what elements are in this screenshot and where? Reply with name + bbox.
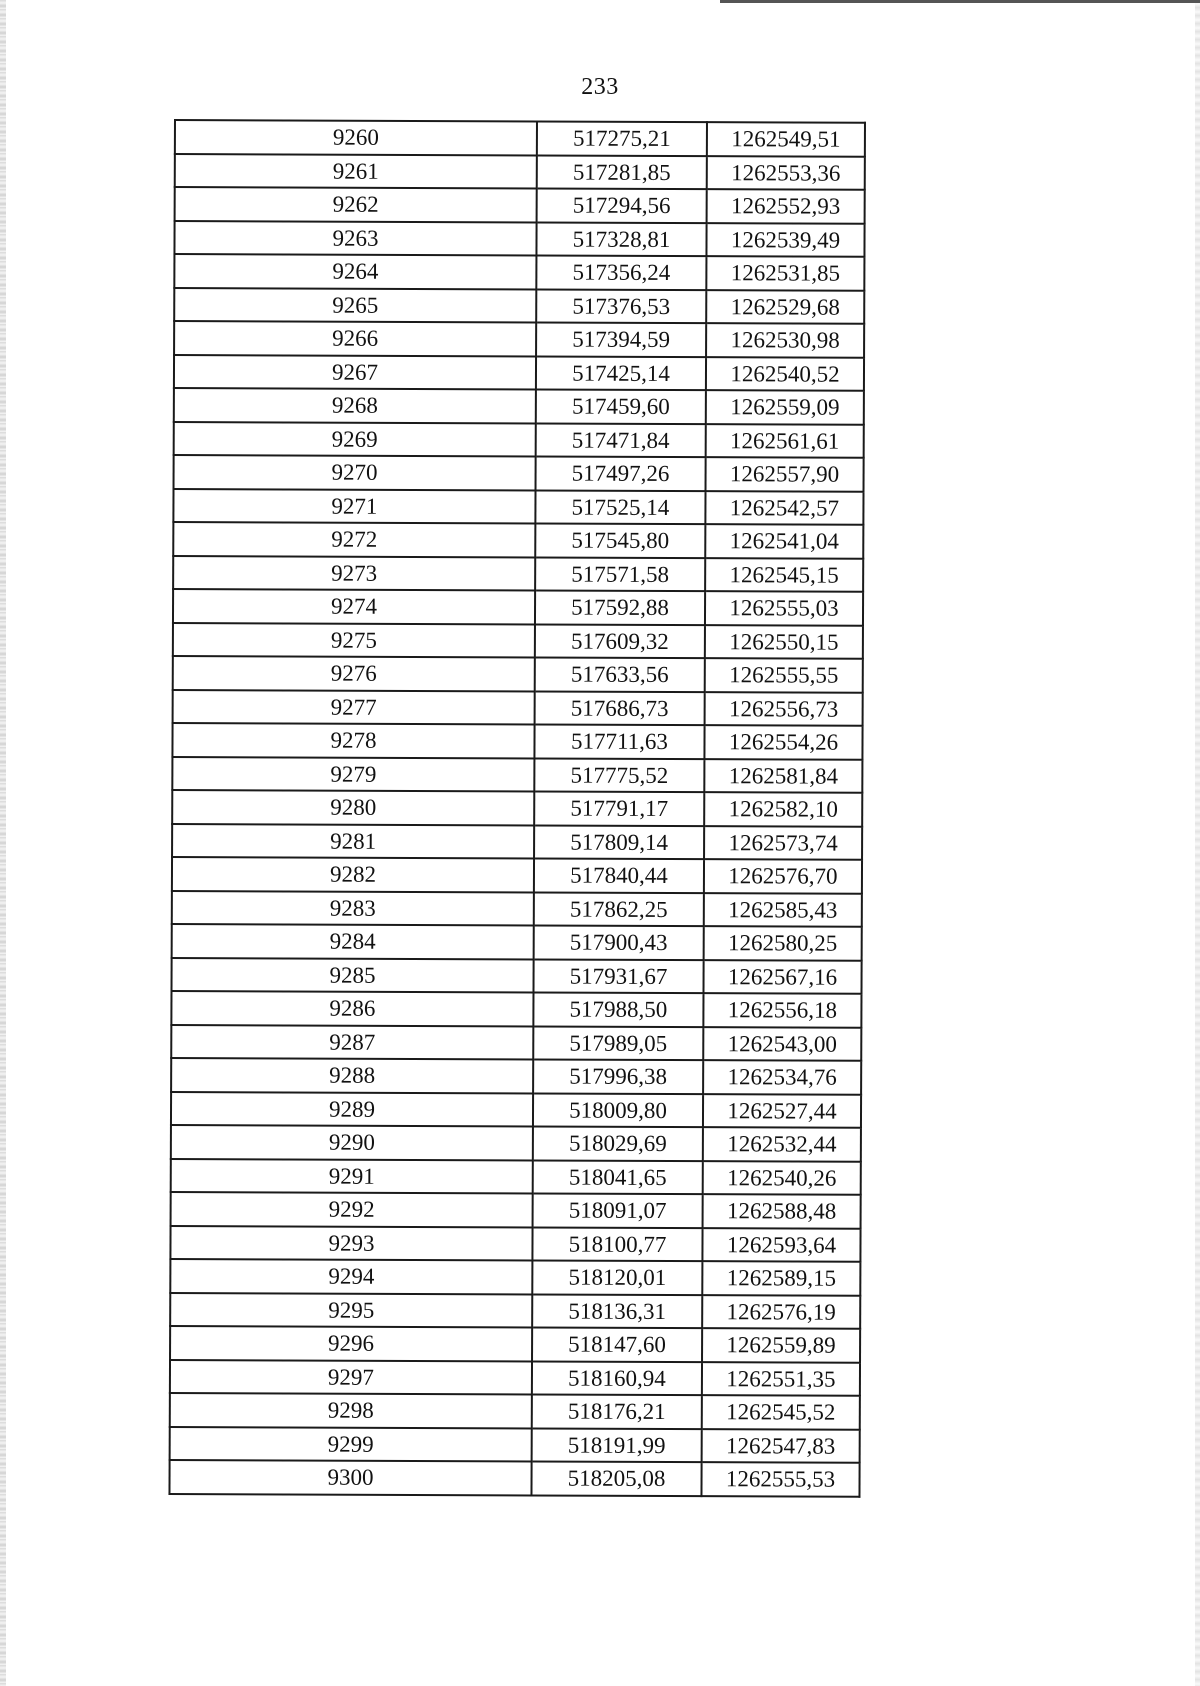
table-row xyxy=(170,1326,860,1362)
y-coordinate-cell: 1262581,84 xyxy=(704,759,862,793)
x-coordinate-cell: 518029,69 xyxy=(533,1126,703,1160)
x-coordinate-cell: 517989,05 xyxy=(533,1026,703,1060)
x-coordinate-cell: 517394,59 xyxy=(536,322,706,356)
table-row xyxy=(174,422,864,458)
table-row xyxy=(172,790,862,826)
y-coordinate-cell: 1262555,55 xyxy=(705,658,863,692)
table-row xyxy=(170,1225,860,1261)
table-row xyxy=(174,254,864,290)
point-number-cell: 9293 xyxy=(170,1225,532,1260)
point-number-cell: 9298 xyxy=(170,1393,532,1428)
point-number-cell: 9271 xyxy=(173,489,535,524)
y-coordinate-cell: 1262557,90 xyxy=(706,457,864,491)
x-coordinate-cell: 517791,17 xyxy=(534,791,704,825)
table-row xyxy=(175,120,865,156)
table-row xyxy=(173,622,863,658)
y-coordinate-cell: 1262588,48 xyxy=(703,1194,861,1228)
y-coordinate-cell: 1262556,73 xyxy=(705,692,863,726)
point-number-cell: 9275 xyxy=(173,622,535,657)
coordinates-table xyxy=(168,119,866,1497)
point-number-cell: 9269 xyxy=(174,422,536,457)
y-coordinate-cell: 1262554,26 xyxy=(704,725,862,759)
table-row xyxy=(172,924,862,960)
y-coordinate-cell: 1262530,98 xyxy=(706,323,864,357)
y-coordinate-cell: 1262545,15 xyxy=(705,558,863,592)
x-coordinate-cell: 517356,24 xyxy=(536,255,706,289)
table-row xyxy=(172,823,862,859)
x-coordinate-cell: 517294,56 xyxy=(537,188,707,222)
x-coordinate-cell: 517471,84 xyxy=(536,423,706,457)
point-number-cell: 9280 xyxy=(172,790,534,825)
x-coordinate-cell: 517571,58 xyxy=(535,557,705,591)
point-number-cell: 9285 xyxy=(171,957,533,992)
point-number-cell: 9268 xyxy=(174,388,536,423)
x-coordinate-cell: 517425,14 xyxy=(536,356,706,390)
y-coordinate-cell: 1262540,52 xyxy=(706,357,864,391)
y-coordinate-cell: 1262531,85 xyxy=(706,256,864,290)
y-coordinate-cell: 1262561,61 xyxy=(706,424,864,458)
x-coordinate-cell: 518160,94 xyxy=(532,1361,702,1395)
x-coordinate-cell: 517545,80 xyxy=(535,523,705,557)
table-row xyxy=(174,455,864,491)
table-row xyxy=(173,489,863,525)
table-row xyxy=(171,1125,861,1161)
point-number-cell: 9283 xyxy=(172,890,534,925)
y-coordinate-cell: 1262547,83 xyxy=(702,1429,860,1463)
point-number-cell: 9274 xyxy=(173,589,535,624)
x-coordinate-cell: 518100,77 xyxy=(532,1227,702,1261)
point-number-cell: 9266 xyxy=(174,321,536,356)
table-row xyxy=(171,1158,861,1194)
table-row xyxy=(170,1292,860,1328)
x-coordinate-cell: 518191,99 xyxy=(532,1428,702,1462)
y-coordinate-cell: 1262532,44 xyxy=(703,1127,861,1161)
point-number-cell: 9265 xyxy=(174,288,536,323)
point-number-cell: 9286 xyxy=(171,991,533,1026)
y-coordinate-cell: 1262576,19 xyxy=(702,1295,860,1329)
x-coordinate-cell: 518176,21 xyxy=(532,1394,702,1428)
y-coordinate-cell: 1262555,03 xyxy=(705,591,863,625)
point-number-cell: 9279 xyxy=(172,756,534,791)
x-coordinate-cell: 517592,88 xyxy=(535,590,705,624)
x-coordinate-cell: 517376,53 xyxy=(536,289,706,323)
x-coordinate-cell: 517840,44 xyxy=(534,858,704,892)
table-row xyxy=(172,756,862,792)
point-number-cell: 9296 xyxy=(170,1326,532,1361)
point-number-cell: 9263 xyxy=(174,221,536,256)
point-number-cell: 9262 xyxy=(175,187,537,222)
x-coordinate-cell: 517525,14 xyxy=(535,490,705,524)
point-number-cell: 9282 xyxy=(172,857,534,892)
y-coordinate-cell: 1262567,16 xyxy=(703,960,861,994)
x-coordinate-cell: 517497,26 xyxy=(536,456,706,490)
table-row xyxy=(170,1426,860,1462)
table-row xyxy=(173,556,863,592)
point-number-cell: 9300 xyxy=(169,1460,531,1495)
table-row xyxy=(174,388,864,424)
x-coordinate-cell: 518136,31 xyxy=(532,1294,702,1328)
x-coordinate-cell: 517459,60 xyxy=(536,389,706,423)
point-number-cell: 9295 xyxy=(170,1292,532,1327)
y-coordinate-cell: 1262555,53 xyxy=(701,1462,859,1496)
point-number-cell: 9272 xyxy=(173,522,535,557)
x-coordinate-cell: 517281,85 xyxy=(537,155,707,189)
table-row xyxy=(174,221,864,257)
point-number-cell: 9284 xyxy=(172,924,534,959)
y-coordinate-cell: 1262541,04 xyxy=(705,524,863,558)
table-row xyxy=(173,589,863,625)
y-coordinate-cell: 1262540,26 xyxy=(703,1161,861,1195)
y-coordinate-cell: 1262551,35 xyxy=(702,1362,860,1396)
x-coordinate-cell: 517996,38 xyxy=(533,1059,703,1093)
scan-top-line xyxy=(720,0,1200,3)
x-coordinate-cell: 517633,56 xyxy=(535,657,705,691)
y-coordinate-cell: 1262534,76 xyxy=(703,1060,861,1094)
table-row xyxy=(172,857,862,893)
table-row xyxy=(175,154,865,190)
table-row xyxy=(170,1393,860,1429)
x-coordinate-cell: 517809,14 xyxy=(534,825,704,859)
point-number-cell: 9277 xyxy=(173,689,535,724)
y-coordinate-cell: 1262529,68 xyxy=(706,290,864,324)
y-coordinate-cell: 1262545,52 xyxy=(702,1395,860,1429)
point-number-cell: 9278 xyxy=(172,723,534,758)
y-coordinate-cell: 1262593,64 xyxy=(702,1228,860,1262)
y-coordinate-cell: 1262582,10 xyxy=(704,792,862,826)
point-number-cell: 9270 xyxy=(174,455,536,490)
x-coordinate-cell: 518147,60 xyxy=(532,1327,702,1361)
point-number-cell: 9289 xyxy=(171,1091,533,1126)
scan-edge-right xyxy=(1195,0,1200,1686)
point-number-cell: 9273 xyxy=(173,556,535,591)
page-number: 233 xyxy=(581,74,619,100)
x-coordinate-cell: 517711,63 xyxy=(534,724,704,758)
point-number-cell: 9294 xyxy=(170,1259,532,1294)
y-coordinate-cell: 1262559,09 xyxy=(706,390,864,424)
y-coordinate-cell: 1262543,00 xyxy=(703,1027,861,1061)
y-coordinate-cell: 1262552,93 xyxy=(707,189,865,223)
point-number-cell: 9297 xyxy=(170,1359,532,1394)
x-coordinate-cell: 517862,25 xyxy=(534,892,704,926)
table-row xyxy=(171,1024,861,1060)
y-coordinate-cell: 1262553,36 xyxy=(707,156,865,190)
table-row xyxy=(170,1359,860,1395)
y-coordinate-cell: 1262549,51 xyxy=(707,122,865,156)
y-coordinate-cell: 1262542,57 xyxy=(705,491,863,525)
table-row xyxy=(171,1091,861,1127)
x-coordinate-cell: 517931,67 xyxy=(533,959,703,993)
point-number-cell: 9299 xyxy=(170,1426,532,1461)
table-row xyxy=(173,656,863,692)
x-coordinate-cell: 518009,80 xyxy=(533,1093,703,1127)
y-coordinate-cell: 1262580,25 xyxy=(704,926,862,960)
table-row xyxy=(169,1460,859,1496)
table-row xyxy=(171,957,861,993)
x-coordinate-cell: 517775,52 xyxy=(534,758,704,792)
table-row xyxy=(175,187,865,223)
coordinates-table-body xyxy=(169,120,865,1496)
y-coordinate-cell: 1262576,70 xyxy=(704,859,862,893)
x-coordinate-cell: 517988,50 xyxy=(533,992,703,1026)
point-number-cell: 9281 xyxy=(172,823,534,858)
y-coordinate-cell: 1262556,18 xyxy=(703,993,861,1027)
point-number-cell: 9288 xyxy=(171,1058,533,1093)
table-row xyxy=(174,288,864,324)
x-coordinate-cell: 518091,07 xyxy=(533,1193,703,1227)
x-coordinate-cell: 517328,81 xyxy=(536,222,706,256)
point-number-cell: 9260 xyxy=(175,120,537,155)
point-number-cell: 9287 xyxy=(171,1024,533,1059)
table-row xyxy=(174,321,864,357)
table-row xyxy=(171,1058,861,1094)
x-coordinate-cell: 518041,65 xyxy=(533,1160,703,1194)
x-coordinate-cell: 517900,43 xyxy=(534,925,704,959)
table-row xyxy=(170,1259,860,1295)
point-number-cell: 9291 xyxy=(171,1158,533,1193)
table-row xyxy=(171,1192,861,1228)
x-coordinate-cell: 517686,73 xyxy=(535,691,705,725)
x-coordinate-cell: 518205,08 xyxy=(531,1461,701,1495)
y-coordinate-cell: 1262559,89 xyxy=(702,1328,860,1362)
y-coordinate-cell: 1262539,49 xyxy=(706,223,864,257)
table-row xyxy=(172,890,862,926)
table-row xyxy=(171,991,861,1027)
x-coordinate-cell: 517275,21 xyxy=(537,121,707,155)
x-coordinate-cell: 517609,32 xyxy=(535,624,705,658)
y-coordinate-cell: 1262550,15 xyxy=(705,625,863,659)
y-coordinate-cell: 1262589,15 xyxy=(702,1261,860,1295)
y-coordinate-cell: 1262527,44 xyxy=(703,1094,861,1128)
y-coordinate-cell: 1262585,43 xyxy=(704,893,862,927)
point-number-cell: 9290 xyxy=(171,1125,533,1160)
point-number-cell: 9276 xyxy=(173,656,535,691)
x-coordinate-cell: 518120,01 xyxy=(532,1260,702,1294)
point-number-cell: 9264 xyxy=(174,254,536,289)
table-row xyxy=(173,522,863,558)
scan-edge-left xyxy=(0,0,6,1686)
y-coordinate-cell: 1262573,74 xyxy=(704,826,862,860)
point-number-cell: 9261 xyxy=(175,154,537,189)
table-row xyxy=(174,355,864,391)
point-number-cell: 9292 xyxy=(171,1192,533,1227)
point-number-cell: 9267 xyxy=(174,355,536,390)
table-row xyxy=(173,689,863,725)
table-row xyxy=(172,723,862,759)
